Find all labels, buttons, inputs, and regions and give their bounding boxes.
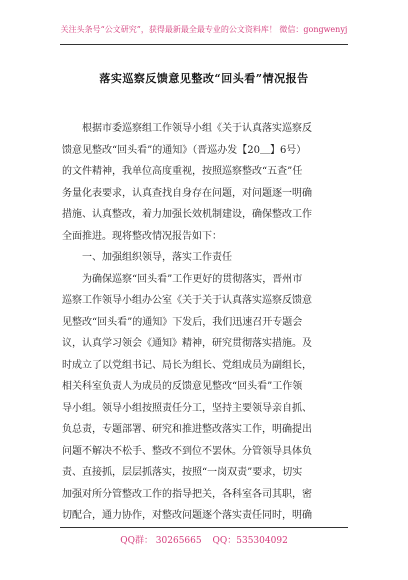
body-line: 时成立了以党组书记、局长为组长、党组成员为副组长， bbox=[62, 359, 312, 371]
footer-contact bbox=[0, 533, 408, 546]
footer-qq-group: QQ群： 30265665 bbox=[120, 536, 202, 546]
body-line: 的文件精神，我单位高度重视，按照巡察整改“五查”任 bbox=[62, 166, 303, 177]
body-line: 相关科室负责人为成员的反馈意见整改“回头看”工作领 bbox=[62, 381, 303, 392]
body-line: 措施、认真整改，着力加强长效机制建设，确保整改工作 bbox=[62, 209, 312, 220]
body-line: 负总责，专题部署、研究和推进整改落实工作，明确提出 bbox=[62, 424, 312, 435]
body-line: 巡察工作领导小组办公室《关于关于认真落实巡察反馈意 bbox=[62, 295, 312, 306]
body-line: 加强对所分管整改工作的指导把关，各科室各司其职，密 bbox=[62, 488, 312, 500]
document-title: 落实巡察反馈意见整改“回头看”情况报告 bbox=[99, 72, 309, 85]
header-divider bbox=[60, 44, 348, 45]
footer-divider bbox=[60, 527, 348, 528]
section-heading: 一、加强组织领导，落实工作责任 bbox=[62, 252, 232, 263]
body-line: 问题不解决不松手、整改不到位不罢休。分管领导具体负 bbox=[62, 445, 312, 457]
body-line: 务量化表要求，认真查找自身存在问题，对问题逐一明确 bbox=[62, 187, 312, 199]
document-body bbox=[62, 118, 354, 527]
body-line: 为确保巡察“回头看”工作更好的贯彻落实，晋州市 bbox=[62, 273, 303, 285]
body-line: 导小组。领导小组按照责任分工，坚持主要领导亲自抓、 bbox=[62, 402, 312, 414]
body-line: 见整改“回头看”的通知》下发后，我们迅速召开专题会 bbox=[62, 316, 303, 328]
body-line: 全面推进。现将整改情况报告如下： bbox=[62, 230, 222, 242]
header-note: 关注头条号“公文研究”，获得最新最全最专业的公文资料库！ 微信：gongwenyj bbox=[60, 25, 348, 34]
body-line: 馈意见整改“回头看”的通知》（晋巡办发【20＿】6号） bbox=[62, 144, 307, 156]
footer-qq: QQ：535304092 bbox=[212, 536, 288, 546]
body-line: 切配合，通力协作，对整改问题逐个落实责任同时，明确 bbox=[62, 510, 312, 521]
body-line: 议，认真学习领会《通知》精神，研究贯彻落实措施。及 bbox=[62, 338, 312, 349]
body-line: 责、直接抓，层层抓落实，按照“一岗双责”要求，切实 bbox=[62, 467, 303, 478]
body-line: 根据市委巡察组工作领导小组《关于认真落实巡察反 bbox=[62, 123, 312, 134]
